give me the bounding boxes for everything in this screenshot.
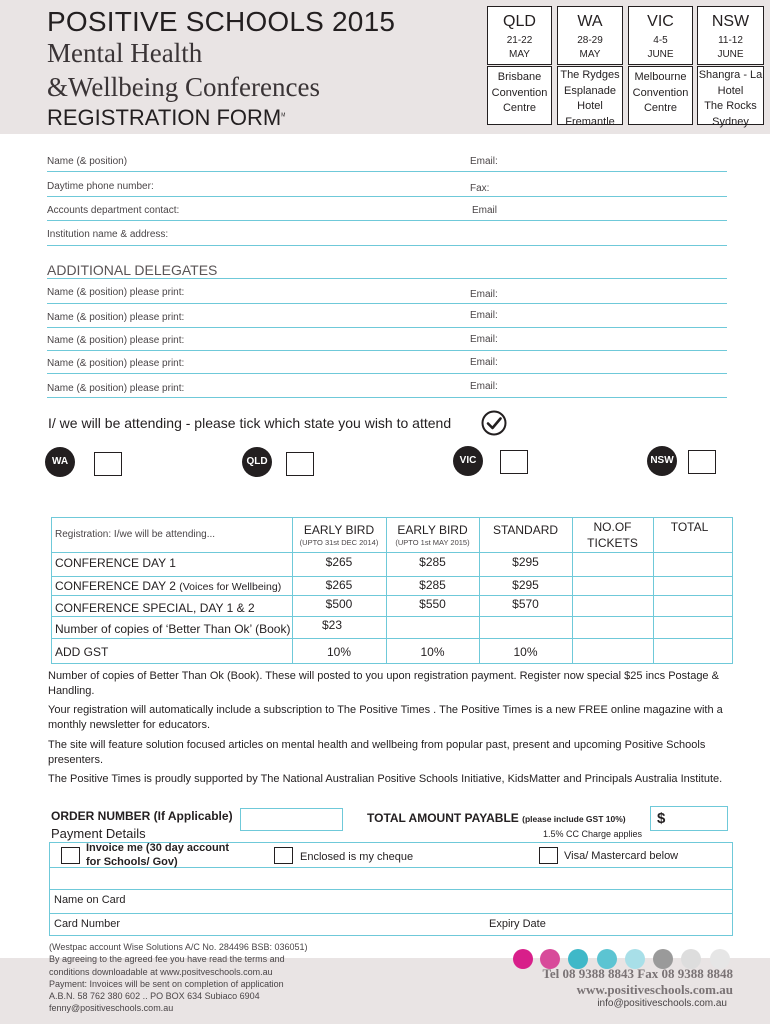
venue-line: Shangra - La [698, 69, 763, 81]
footer-line: (Westpac account Wise Solutions A/C No. 284496 BSB: 036051) [49, 942, 308, 952]
venue-month: JUNE [647, 49, 674, 60]
col-tickets: NO.OF [593, 520, 632, 534]
delegate-field[interactable] [47, 397, 727, 398]
table-row-divider [51, 638, 733, 639]
form-subtitle-1: Mental Health [47, 38, 203, 68]
table-row-divider [51, 595, 733, 596]
venue-month: JUNE [717, 49, 744, 60]
row-label-day2-suffix: (Voices for Wellbeing) [179, 581, 282, 593]
price-early2: $285 [419, 555, 446, 569]
registration-table [51, 517, 733, 664]
total-payable-text: TOTAL AMOUNT PAYABLE [367, 811, 523, 825]
book-info-paragraph: Number of copies of Better Than Ok (Book). These will posted to you upon registration payment. Register now special $25 incs Postage & Handling. [48, 670, 719, 697]
card-label: Visa/ Mastercard below [564, 850, 679, 862]
state-checkbox-nsw[interactable] [688, 450, 716, 474]
dollar-sign: $ [657, 810, 666, 827]
venue-line: Centre [643, 102, 678, 114]
delegate-name-label: Name (& position) please print: [47, 358, 185, 369]
col-tickets-2: TICKETS [587, 536, 638, 550]
venue-date: 4-5 [653, 35, 668, 46]
venue-month: MAY [509, 49, 530, 60]
institution-field[interactable] [47, 245, 727, 246]
footer-line: A.B.N. 58 762 380 602 .. PO BOX 634 Subiaco 6904 [49, 991, 260, 1002]
venue-date-vic [628, 6, 693, 65]
footer-line: By agreeing to the agreed fee you have read the terms and [49, 954, 285, 965]
state-badge-nsw: NSW [647, 446, 677, 476]
gst-early1: 10% [326, 645, 352, 659]
venue-month: MAY [579, 49, 601, 60]
venue-date: 11-12 [718, 35, 743, 46]
row-label-day2-main: CONFERENCE DAY 2 [55, 579, 180, 593]
row-label-day1: CONFERENCE DAY 1 [55, 556, 176, 570]
table-row-divider [51, 576, 733, 577]
delegate-name-label: Name (& position) please print: [47, 287, 185, 298]
footer-line: Payment: Invoices will be sent on completion of application [49, 978, 284, 989]
attending-instruction: I/ we will be attending - please tick which state you wish to attend [48, 415, 452, 431]
venue-date: 28-29 [577, 35, 603, 46]
delegate-email-label: Email: [470, 334, 498, 345]
state-checkbox-qld[interactable] [286, 452, 314, 476]
col-total: TOTAL [670, 520, 709, 534]
table-row-divider [51, 616, 733, 617]
venue-line: Brisbane [497, 71, 542, 83]
price-early2: $285 [419, 578, 446, 592]
supporters-paragraph: The Positive Times is proudly supported by The National Australian Positive Schools Initiative, KidsMatter and Principals Australia Institute. [48, 773, 723, 785]
delegate-email-label: Email: [470, 289, 498, 300]
venue-date-nsw [697, 6, 764, 65]
table-header-label: Registration: I/we will be attending... [55, 529, 216, 540]
total-amount-input[interactable] [650, 806, 728, 831]
table-border [732, 517, 733, 664]
footer-line: fenny@positiveschools.com.au [49, 1003, 174, 1014]
total-payable-note: (please include GST 10%) [522, 814, 626, 824]
gst-early2: 10% [420, 645, 445, 659]
col-early-bird-1: EARLY BIRD [303, 523, 375, 537]
venue-line: Esplanade [564, 84, 616, 97]
state-badge-wa: WA [45, 447, 75, 477]
footer-website-link[interactable]: www.positiveschools.com.au [576, 982, 733, 997]
col-early-bird-1-date: (UPTO 31st DEC 2014) [299, 538, 379, 547]
venue-name-vic [628, 66, 693, 125]
registration-form-label: REGISTRATION FORM [47, 105, 282, 130]
table-border [51, 517, 733, 518]
cc-charge-note: 1.5% CC Charge applies [543, 829, 643, 839]
price-early1: $265 [325, 555, 353, 569]
venue-line: Convention [632, 86, 689, 99]
venue-state: NSW [711, 13, 750, 30]
order-number-input[interactable] [240, 808, 343, 831]
delegate-field[interactable] [47, 327, 727, 328]
card-number-label: Card Number [54, 918, 121, 930]
delegate-field[interactable] [47, 350, 727, 351]
price-early2: $550 [419, 597, 446, 611]
venue-name-nsw [697, 66, 764, 128]
state-checkbox-vic[interactable] [500, 450, 528, 474]
fax-label: Fax: [470, 183, 490, 194]
payment-row-divider [50, 913, 732, 914]
brand-dot [513, 949, 533, 969]
name-position-field[interactable] [47, 171, 727, 172]
footer-phone: Tel 08 9388 8843 Fax 08 9388 8848 [542, 966, 733, 981]
form-title: POSITIVE SCHOOLS 2015 [47, 6, 396, 37]
price-early1: $500 [325, 597, 353, 611]
footer-email-link[interactable]: info@positiveschools.com.au [597, 998, 727, 1009]
accounts-email-label: Email [472, 205, 498, 216]
delegate-field[interactable] [47, 373, 727, 374]
table-column-divider [653, 517, 654, 664]
name-on-card-label: Name on Card [54, 894, 126, 906]
site-features-paragraph: The site will feature solution focused articles on mental health and wellbeing from popular past, present and upcoming Positive Schools presenters. [48, 739, 706, 766]
delegate-name-label: Name (& position) please print: [47, 335, 185, 346]
total-payable-label [367, 811, 626, 825]
venue-name-wa [557, 66, 623, 128]
venue-date: 21-22 [506, 35, 533, 46]
footer-notes [49, 941, 409, 1015]
invoice-checkbox[interactable] [61, 847, 80, 864]
col-early-bird-2-date: (UPTO 1st MAY 2015) [395, 538, 470, 547]
check-circle-icon [481, 410, 507, 436]
cheque-label: Enclosed is my cheque [300, 851, 414, 863]
venue-line: The Rocks [704, 100, 757, 112]
table-border [51, 663, 733, 664]
accounts-field[interactable] [47, 220, 727, 221]
invoice-label-1: Invoice me (30 day account [86, 842, 230, 854]
delegate-email-label: Email: [470, 381, 498, 392]
venue-state: VIC [647, 13, 674, 30]
order-number-label: ORDER NUMBER (If Applicable) [51, 809, 233, 823]
venue-line: Hotel [717, 84, 744, 97]
state-badge-vic: VIC [453, 446, 483, 476]
expiry-date-label: Expiry Date [489, 918, 546, 930]
name-position-label: Name (& position) [47, 156, 128, 167]
accounts-contact-label: Accounts department contact: [47, 205, 180, 216]
row-label-day2 [55, 579, 281, 593]
price-book: $23 [322, 618, 343, 632]
additional-delegates-heading: ADDITIONAL DELEGATES [47, 262, 218, 278]
delegate-name-label: Name (& position) please print: [47, 383, 185, 394]
row-label-special: CONFERENCE SPECIAL, DAY 1 & 2 [55, 601, 255, 615]
venue-state: QLD [503, 13, 536, 30]
payment-details-heading: Payment Details [51, 826, 146, 841]
delegate-name-label: Name (& position) please print: [47, 312, 185, 323]
venue-state: WA [577, 13, 603, 30]
price-standard: $295 [512, 578, 539, 592]
phone-field[interactable] [47, 196, 727, 197]
invoice-label-2: for Schools/ Gov) [86, 856, 178, 868]
venue-line: Hotel [577, 100, 603, 112]
form-subtitle-2: &Wellbeing Conferences [47, 72, 320, 102]
table-row-divider [51, 552, 733, 553]
footer-line: conditions downloadable at www.positveschools.com.au [49, 966, 273, 977]
payment-row-divider [50, 889, 732, 890]
form-heading [47, 105, 285, 131]
venue-line: Fremantle [565, 115, 615, 128]
delegate-field[interactable] [47, 303, 727, 304]
section-divider [47, 278, 727, 279]
gst-standard: 10% [513, 645, 538, 659]
venue-line: Centre [502, 102, 537, 114]
col-early-bird-2: EARLY BIRD [397, 523, 468, 537]
email-label: Email: [470, 156, 498, 167]
phone-label: Daytime phone number: [47, 181, 154, 192]
cheque-checkbox[interactable] [274, 847, 293, 864]
delegate-email-label: Email: [470, 310, 498, 321]
subscription-paragraph: Your registration will automatically include a subscription to The Positive Times . The Positive Times is a new FREE online magazine with a monthly newsletter for educators. [48, 704, 723, 731]
price-early1: $265 [325, 578, 353, 592]
row-label-gst: ADD GST [55, 645, 109, 659]
table-border [51, 517, 52, 664]
price-standard: $295 [512, 555, 539, 569]
venue-line: Melbourne [634, 71, 687, 83]
col-standard: STANDARD [492, 523, 559, 537]
institution-label: Institution name & address: [47, 229, 169, 240]
venue-date-qld [487, 6, 552, 65]
venue-name-qld [487, 66, 552, 125]
state-checkbox-wa[interactable] [94, 452, 122, 476]
venue-line: Sydney [712, 115, 749, 128]
row-label-book: Number of copies of ‘Better Than Ok’ (Book) [55, 622, 291, 636]
venue-date-wa [557, 6, 623, 65]
venue-line: The Rydges [560, 69, 620, 81]
venue-line: Convention [491, 86, 548, 99]
state-badge-qld: QLD [242, 447, 272, 477]
price-standard: $570 [512, 597, 539, 611]
card-checkbox[interactable] [539, 847, 558, 864]
delegate-email-label: Email: [470, 357, 498, 368]
trademark-mark: M [281, 112, 286, 119]
